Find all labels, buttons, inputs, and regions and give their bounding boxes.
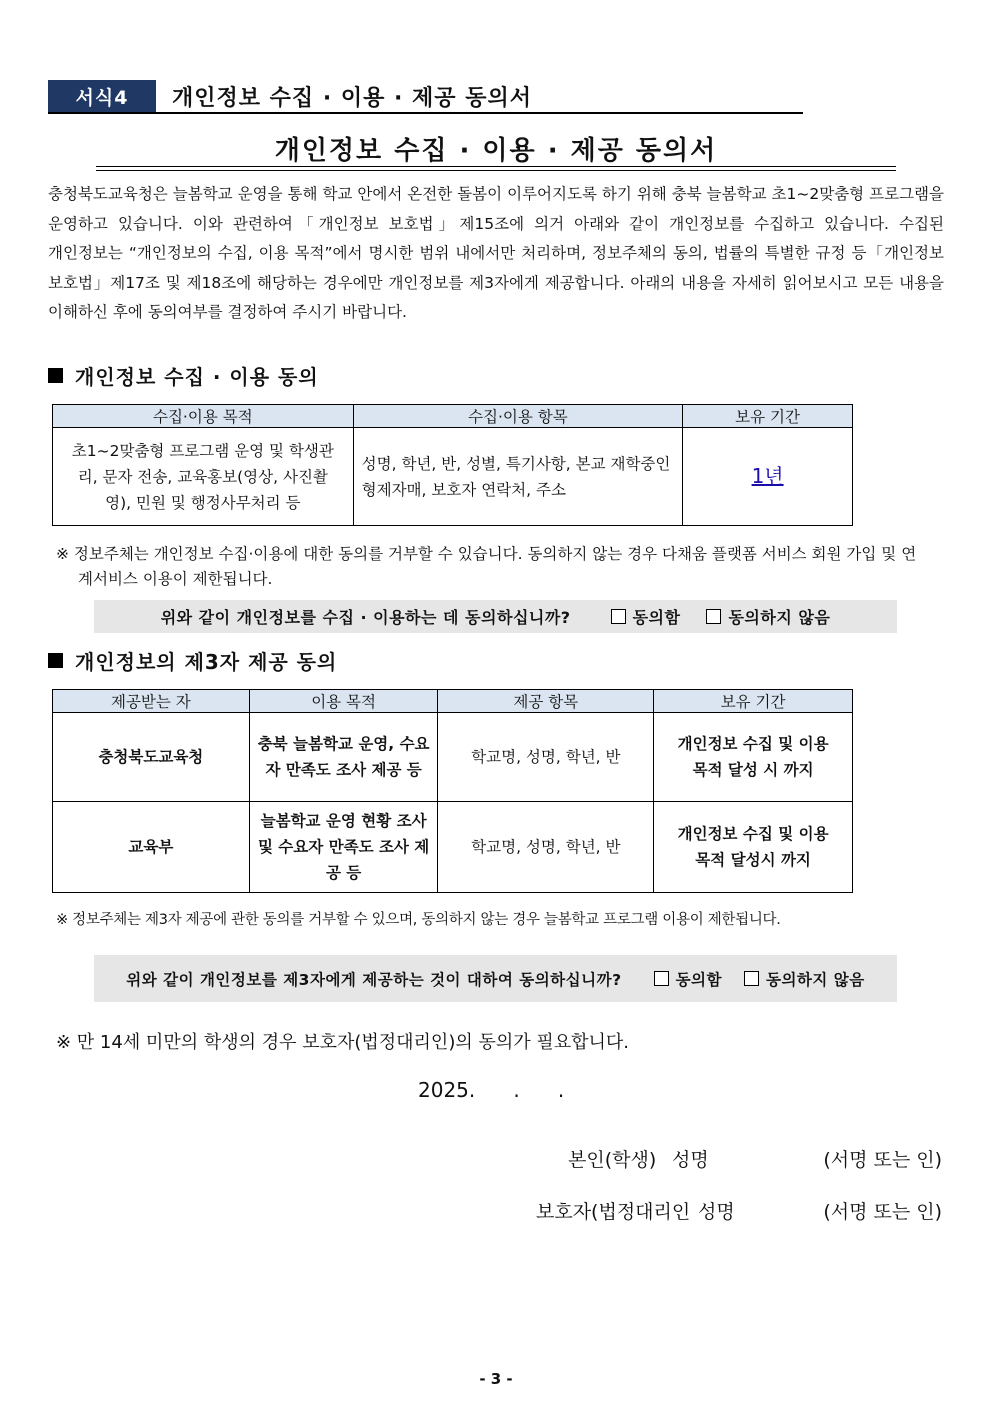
student-sign-role: 본인(학생) bbox=[568, 1149, 657, 1171]
section1-note-line1: ※ 정보주체는 개인정보 수집·이용에 대한 동의를 거부할 수 있습니다. 동의하지 않는 경우 다채움 플랫폼 서비스 회원 가입 및 연 bbox=[56, 545, 917, 563]
table-row bbox=[53, 428, 853, 526]
section2-agree-option[interactable] bbox=[654, 968, 722, 990]
retention-cell: 개인정보 수집 및 이용목적 달성 시 까지 bbox=[654, 713, 853, 802]
checkbox-icon[interactable] bbox=[611, 609, 626, 624]
recipient-cell: 교육부 bbox=[53, 802, 250, 893]
table-header-row bbox=[53, 690, 853, 713]
purpose-cell: 충북 늘봄학교 운영, 수요자 만족도 조사 제공 등 bbox=[249, 713, 438, 802]
collection-purpose-cell: 초1~2맞춤형 프로그램 운영 및 학생관리, 문자 전송, 교육홍보(영상, 사진촬영), 민원 및 행정사무처리 등 bbox=[53, 428, 354, 526]
collection-table bbox=[52, 404, 853, 526]
recipient-cell: 충청북도교육청 bbox=[53, 713, 250, 802]
student-name-label: 성명 bbox=[672, 1149, 709, 1171]
collection-items-cell: 성명, 학년, 반, 성별, 특기사항, 본교 재학중인 형제자매, 보호자 연락처, 주소 bbox=[353, 428, 683, 526]
guardian-sign-role: 보호자(법정대리인 bbox=[536, 1201, 691, 1223]
section1-agree-label: 동의함 bbox=[632, 608, 681, 627]
checkbox-icon[interactable] bbox=[744, 971, 759, 986]
table-row bbox=[53, 713, 853, 802]
col-header-recipient: 제공받는 자 bbox=[53, 690, 250, 713]
page-number: - 3 - bbox=[479, 1370, 513, 1388]
retention-period-link[interactable]: 1년 bbox=[751, 463, 784, 488]
retention-cell bbox=[683, 428, 853, 526]
guardian-note: ※ 만 14세 미만의 학생의 경우 보호자(법정대리인)의 동의가 필요합니다. bbox=[56, 1032, 629, 1053]
student-signature-field[interactable]: (서명 또는 인) bbox=[823, 1149, 942, 1171]
section1-disagree-label: 동의하지 않음 bbox=[728, 608, 831, 627]
col-header-purpose: 수집·이용 목적 bbox=[53, 405, 354, 428]
section2-consent-box bbox=[94, 955, 897, 1002]
title-rule-top bbox=[96, 166, 896, 167]
section1-agree-option[interactable] bbox=[611, 605, 681, 628]
col-header-items: 수집·이용 항목 bbox=[353, 405, 683, 428]
square-bullet-icon bbox=[48, 368, 63, 383]
items-cell: 학교명, 성명, 학년, 반 bbox=[438, 802, 654, 893]
date-line: 2025. . . bbox=[418, 1078, 565, 1102]
section2-heading bbox=[48, 646, 337, 675]
col-header-retention: 보유 기간 bbox=[683, 405, 853, 428]
square-bullet-icon bbox=[48, 653, 63, 668]
intro-paragraph: 충청북도교육청은 늘봄학교 운영을 통해 학교 안에서 온전한 돌봄이 이루어지도록 하기 위해 충북 늘봄학교 초1~2맞춤형 프로그램을 운영하고 있습니다. 이와 관련하여「개인정보 보호법」제15조에 의거 아래와 같이 개인정보를 수집하고 있습니다. 수집된 개인정보는 “개인정보의 수집, 이용 목적”에서 명시한 범위 내에서만 처리하며, 정보주체의 동의, 법률의 특별한 규정 등「개인정보 보호법」제17조 및 제18조에 해당하는 경우에만 개인정보를 제3자에게 제공합니다. 아래의 내용을 자세히 읽어보시고 모든 내용을 이해하신 후에 동의여부를 결정하여 주시기 바랍니다. bbox=[48, 185, 944, 321]
items-cell: 학교명, 성명, 학년, 반 bbox=[438, 713, 654, 802]
table-row bbox=[53, 802, 853, 893]
col-header-retention: 보유 기간 bbox=[654, 690, 853, 713]
section1-consent-box bbox=[94, 600, 897, 633]
section1-question: 위와 같이 개인정보를 수집 · 이용하는 데 동의하십니까? bbox=[160, 608, 571, 627]
col-header-purpose: 이용 목적 bbox=[249, 690, 438, 713]
section2-disagree-label: 동의하지 않음 bbox=[765, 970, 865, 989]
checkbox-icon[interactable] bbox=[654, 971, 669, 986]
title-rule-bottom bbox=[96, 170, 896, 171]
section2-note: ※ 정보주체는 제3자 제공에 관한 동의를 거부할 수 있으며, 동의하지 않는 경우 늘봄학교 프로그램 이용이 제한됩니다. bbox=[56, 912, 781, 928]
form-number-tag: 서식4 bbox=[48, 80, 156, 112]
section2-heading-text: 개인정보의 제3자 제공 동의 bbox=[75, 650, 338, 674]
purpose-cell: 늘봄학교 운영 현황 조사 및 수요자 만족도 조사 제공 등 bbox=[249, 802, 438, 893]
section1-heading bbox=[48, 361, 319, 390]
col-header-items: 제공 항목 bbox=[438, 690, 654, 713]
third-party-table bbox=[52, 689, 853, 893]
section1-heading-text: 개인정보 수집 · 이용 동의 bbox=[75, 365, 319, 389]
retention-cell: 개인정보 수집 및 이용목적 달성시 까지 bbox=[654, 802, 853, 893]
form-header-title: 개인정보 수집 · 이용 · 제공 동의서 bbox=[172, 85, 532, 111]
section2-agree-label: 동의함 bbox=[675, 970, 722, 989]
checkbox-icon[interactable] bbox=[706, 609, 721, 624]
section2-disagree-option[interactable] bbox=[744, 968, 865, 990]
guardian-signature-field[interactable]: (서명 또는 인) bbox=[823, 1201, 942, 1223]
document-title: 개인정보 수집 · 이용 · 제공 동의서 bbox=[274, 136, 718, 166]
section1-note bbox=[56, 542, 944, 592]
guardian-name-label: 성명 bbox=[698, 1201, 735, 1223]
header-rule bbox=[48, 112, 803, 114]
section1-disagree-option[interactable] bbox=[706, 605, 830, 628]
table-header-row bbox=[53, 405, 853, 428]
section1-note-line2: 계서비스 이용이 제한됩니다. bbox=[78, 570, 273, 588]
section2-question: 위와 같이 개인정보를 제3자에게 제공하는 것이 대하여 동의하십니까? bbox=[126, 970, 622, 989]
